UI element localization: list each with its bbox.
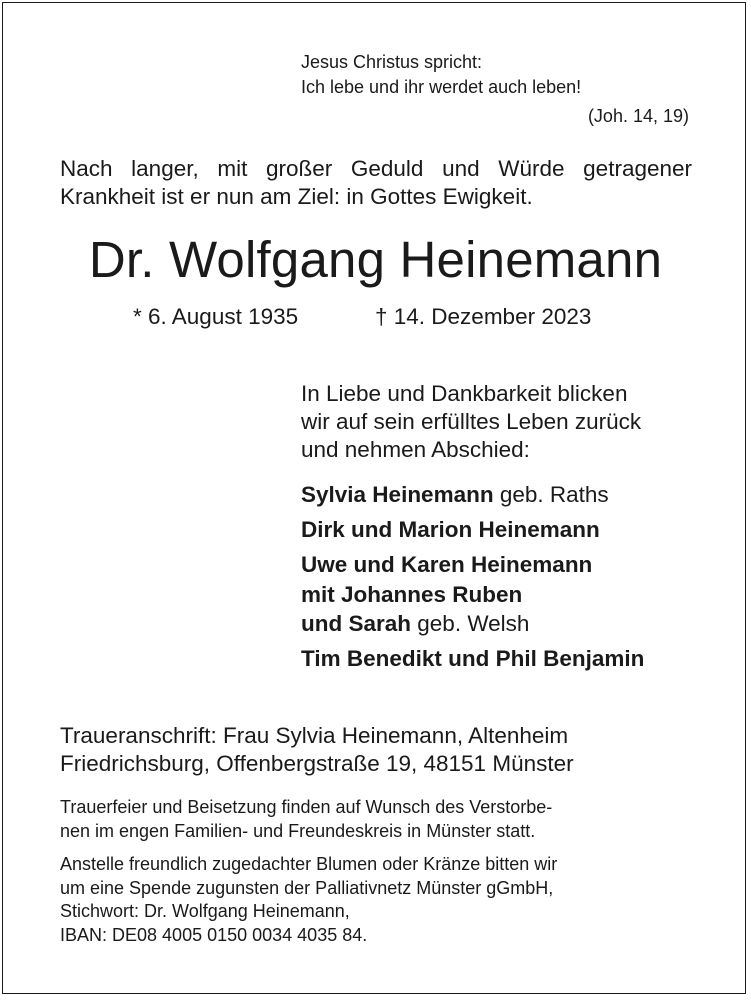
intro-line-1: Nach langer, mit großer Geduld und Würde getragener <box>60 156 692 181</box>
thanks-line-2: wir auf sein erfülltes Leben zurück <box>301 409 642 434</box>
donation-line-3: Stichwort: Dr. Wolfgang Heinemann, <box>60 901 350 921</box>
mourner-3-line-3-name: und Sarah <box>301 611 412 636</box>
bible-verse <box>301 50 581 100</box>
thanks-line-3: und nehmen Abschied: <box>301 437 530 462</box>
address-line-2: Friedrichsburg, Offenbergstraße 19, 48151 Münster <box>60 751 574 776</box>
verse-line-2: Ich lebe und ihr werdet auch leben! <box>301 77 582 97</box>
mourner-2 <box>301 515 600 545</box>
mourner-4-name: Tim Benedikt und Phil Benjamin <box>301 646 645 671</box>
donation-line-2: um eine Spende zugunsten der Palliativnetz Münster gGmbH, <box>60 877 554 898</box>
donation-line-4: IBAN: DE08 4005 0150 0034 4035 84. <box>60 924 368 945</box>
thanks-line-1: In Liebe und Dankbarkeit blicken <box>301 381 628 406</box>
death-date: † 14. Dezember 2023 <box>375 304 592 329</box>
mourner-3-line-3-suffix: geb. Welsh <box>411 611 530 636</box>
mourner-1-name: Sylvia Heinemann <box>301 482 494 507</box>
verse-line-1: Jesus Christus spricht: <box>301 52 483 72</box>
mourner-3 <box>301 550 592 639</box>
ceremony-line-1: Trauerfeier und Beisetzung finden auf Wunsch des Verstorbe- <box>60 797 553 817</box>
mourner-2-name: Dirk und Marion Heinemann <box>301 517 600 542</box>
intro-text <box>60 155 692 211</box>
intro-line-2: Krankheit ist er nun am Ziel: in Gottes Ewigkeit. <box>60 184 533 209</box>
ceremony-note <box>60 796 692 843</box>
verse-reference: (Joh. 14, 19) <box>587 106 689 126</box>
mourner-4 <box>301 644 644 674</box>
address-line-1: Traueranschrift: Frau Sylvia Heinemann, Altenheim <box>60 723 569 748</box>
mourner-3-line-2: mit Johannes Ruben <box>301 581 523 607</box>
ceremony-line-2: nen im engen Familien- und Freundeskreis in Münster statt. <box>60 820 536 841</box>
mourner-1 <box>301 480 609 510</box>
mourning-address <box>60 722 574 778</box>
mourner-3-name: Uwe und Karen Heinemann <box>301 552 593 577</box>
thanks-text <box>301 380 641 464</box>
birth-date: * 6. August 1935 <box>133 304 299 329</box>
donation-note <box>60 853 692 947</box>
deceased-name: Dr. Wolfgang Heinemann <box>88 231 663 288</box>
mourner-1-suffix: geb. Raths <box>493 482 609 507</box>
donation-line-1: Anstelle freundlich zugedachter Blumen oder Kränze bitten wir <box>60 854 558 874</box>
